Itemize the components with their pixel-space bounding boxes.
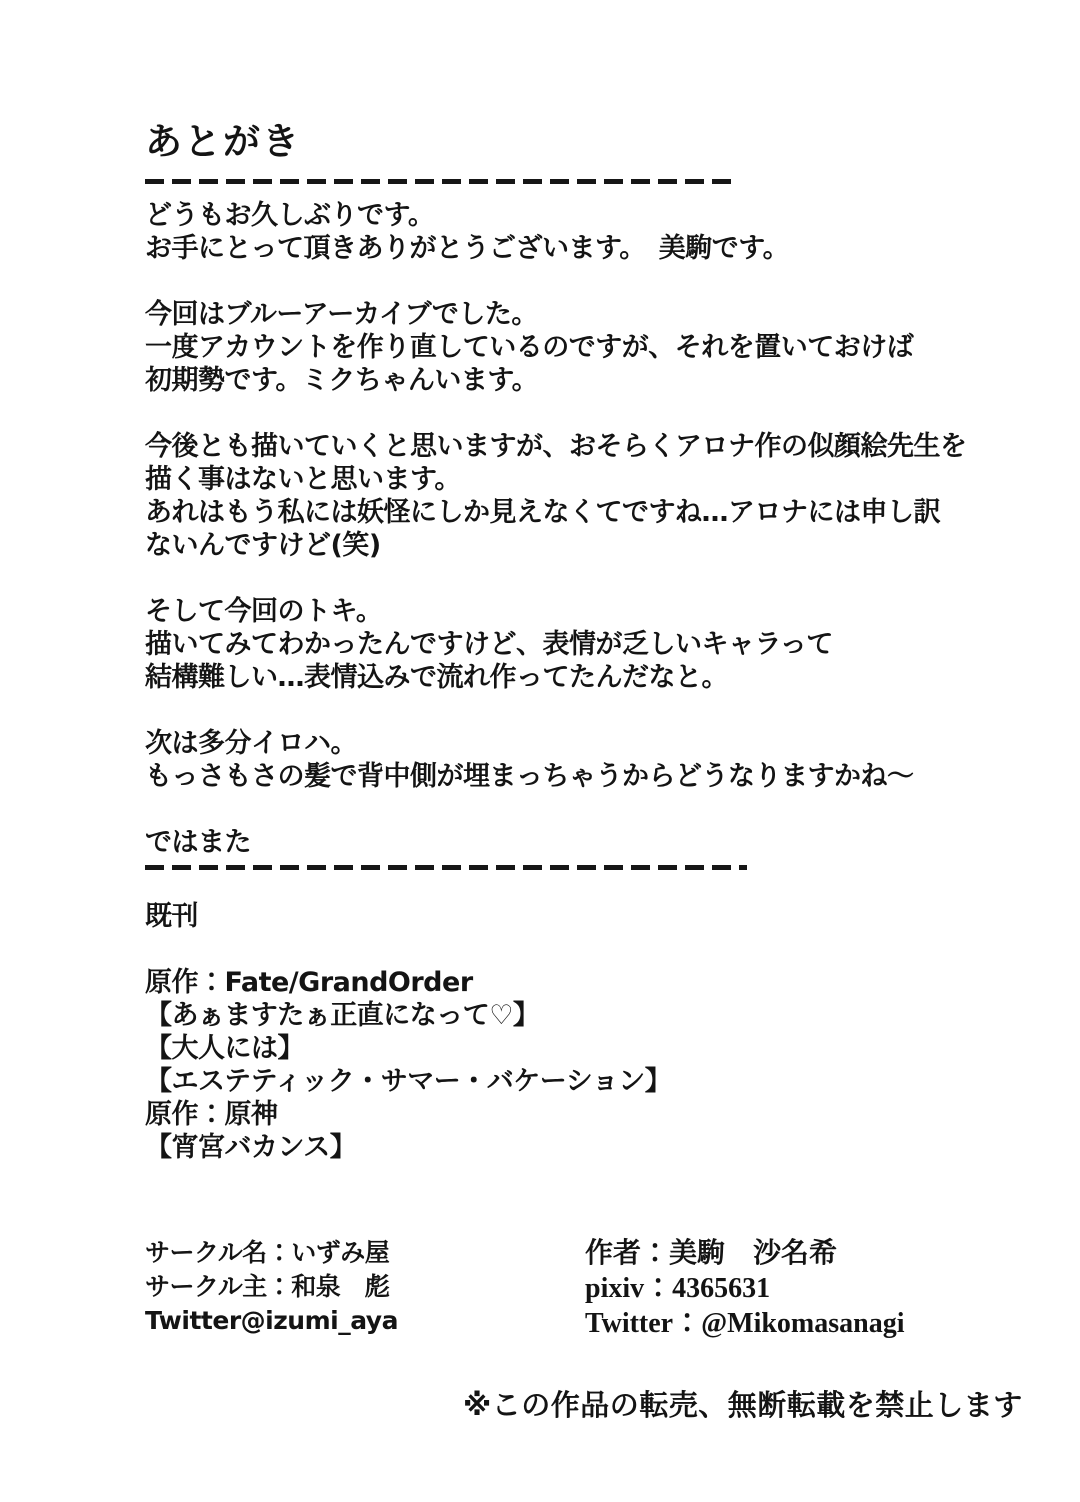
author-info-block <box>585 1236 1050 1341</box>
afterword-paragraph-bluearchive <box>145 298 1050 397</box>
afterword-line: 描く事はないと思います。 <box>145 463 461 495</box>
dashed-divider-bottom <box>145 865 747 870</box>
afterword-line: ではまた <box>145 826 251 858</box>
afterword-line: そして今回のトキ。 <box>145 595 383 627</box>
afterword-line: 初期勢です。ミクちゃんいます。 <box>145 364 539 396</box>
circle-name: サークル名：いずみ屋 <box>145 1237 390 1267</box>
afterword-line: 一度アカウントを作り直しているのですが、それを置いておけば <box>145 331 914 363</box>
page-title: あとがき <box>145 120 301 163</box>
resale-disclaimer: ※この作品の転売、無断転載を禁止します <box>463 1387 1023 1422</box>
author-twitter-handle: Twitter：@Mikomasanagi <box>585 1307 905 1339</box>
afterword-paragraph-arona <box>145 430 1050 562</box>
circle-info-block <box>145 1236 585 1338</box>
previous-work-title: 【宵宮バカンス】 <box>145 1131 357 1163</box>
circle-owner: サークル主：和泉 彪 <box>145 1271 390 1301</box>
author-pixiv-id: pixiv：4365631 <box>585 1272 771 1304</box>
dashed-divider-top <box>145 179 739 184</box>
previous-work-title: 【あぁますたぁ正直になって♡】 <box>145 999 540 1031</box>
previous-work-title: 【エステティック・サマー・バケーション】 <box>145 1065 672 1097</box>
circle-twitter-handle: Twitter@izumi_aya <box>145 1305 398 1335</box>
afterword-line: 描いてみてわかったんですけど、表情が乏しいキャラって <box>145 628 833 660</box>
page-content <box>145 122 1050 1424</box>
afterword-line: お手にとって頂きありがとうございます。 美駒です。 <box>145 232 790 264</box>
previous-works-heading: 既刊 <box>145 900 198 932</box>
afterword-line: 今後とも描いていくと思いますが、おそらくアロナ作の似顔絵先生を <box>145 430 967 462</box>
afterword-line: ないんですけど(笑) <box>145 529 381 561</box>
afterword-paragraph-farewell <box>145 826 1050 859</box>
afterword-line: もっさもさの髪で背中側が埋まっちゃうからどうなりますかね～ <box>145 760 914 792</box>
afterword-line: どうもお久しぶりです。 <box>145 199 435 231</box>
afterword-paragraph-toki <box>145 595 1050 694</box>
afterword-line: 次は多分イロハ。 <box>145 727 357 759</box>
afterword-paragraph-iroha <box>145 727 1050 793</box>
previous-work-source: 原作：Fate/GrandOrder <box>145 966 473 998</box>
previous-work-title: 【大人には】 <box>145 1032 304 1064</box>
afterword-line: あれはもう私には妖怪にしか見えなくてですね…アロナには申し訳 <box>145 496 940 528</box>
afterword-line: 結構難しい…表情込みで流れ作ってたんだなと。 <box>145 661 728 693</box>
afterword-line: 今回はブルーアーカイブでした。 <box>145 298 538 330</box>
afterword-paragraph-greeting <box>145 199 1050 265</box>
previous-works-list <box>145 966 1050 1164</box>
previous-work-source: 原作：原神 <box>145 1098 278 1130</box>
author-name: 作者：美駒 沙名希 <box>585 1237 838 1269</box>
credits-row <box>145 1236 1050 1341</box>
